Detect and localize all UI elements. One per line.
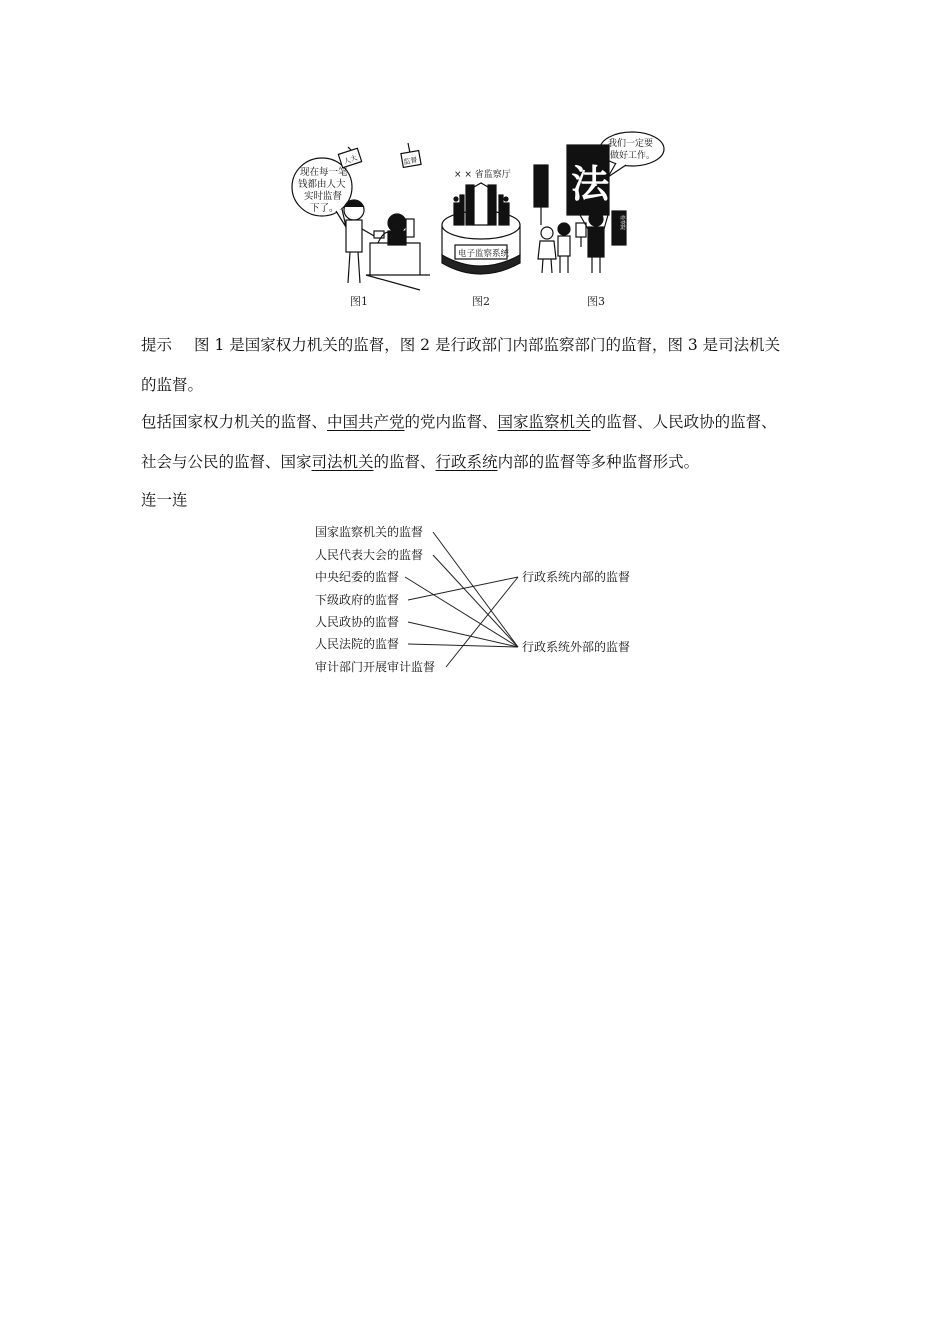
fig1-speech-line: 下了。	[310, 203, 339, 214]
summary-text: 内部的监督等多种监督形式。	[497, 453, 700, 471]
match-line	[446, 577, 518, 667]
summary-underlined: 中国共产党	[327, 413, 405, 431]
figure-2-drawing	[442, 183, 520, 274]
match-left-item[interactable]: 人民政协的监督	[315, 615, 400, 629]
figure-3-caption: 图3	[587, 295, 605, 308]
figure-1-caption: 图1	[350, 295, 368, 308]
match-line	[408, 622, 518, 647]
matching-diagram	[300, 520, 660, 680]
match-line	[405, 577, 518, 647]
match-left-item[interactable]: 下级政府的监督	[315, 593, 400, 607]
match-left-item[interactable]: 人民法院的监督	[315, 637, 400, 651]
fig2-building-title: × × 省监察厅	[454, 170, 511, 180]
fig1-speech-line: 钱都由人大	[298, 179, 346, 190]
fig2-platform-label: 电子监察系统	[458, 249, 510, 259]
summary-line-2	[141, 452, 831, 472]
summary-text: 的监督、人民政协的监督、	[590, 413, 777, 431]
match-left-item[interactable]: 国家监察机关的监督	[315, 525, 424, 539]
summary-underlined: 司法机关	[311, 453, 374, 471]
match-line	[433, 555, 518, 647]
fig3-speech-line: 做好工作。	[610, 151, 656, 161]
summary-underlined: 国家监察机关	[497, 413, 591, 431]
hint-line-1	[141, 335, 831, 355]
match-left-item[interactable]: 审计部门开展审计监督	[315, 660, 436, 674]
cartoon-illustrations	[270, 125, 690, 315]
hint-label: 提示	[141, 336, 173, 354]
summary-line-1	[141, 412, 831, 432]
fig3-big-sign: 法	[571, 161, 610, 206]
summary-underlined: 行政系统	[435, 453, 498, 471]
summary-text: 社会与公民的监督、国家	[141, 453, 312, 471]
match-right-item[interactable]: 行政系统内部的监督	[522, 570, 631, 584]
summary-text: 的监督、	[373, 453, 436, 471]
fig3-small-sign: 检察院	[619, 215, 625, 231]
fig1-sign-renda: 人大	[342, 153, 359, 166]
match-title: 连一连	[141, 491, 188, 509]
fig1-sign-jiandu: 监督	[402, 155, 418, 167]
match-left-item[interactable]: 中央纪委的监督	[315, 570, 400, 584]
fig3-speech-line: 我们一定要	[608, 139, 654, 149]
illustration-strip	[270, 125, 690, 315]
hint-text-1: 图 1 是国家权力机关的监督，图 2 是行政部门内部监察部门的监督，图 3 是司法机关	[194, 336, 781, 354]
match-right-item[interactable]: 行政系统外部的监督	[522, 640, 631, 654]
summary-text: 的党内监督、	[404, 413, 498, 431]
hint-line-2: 的监督。	[141, 376, 204, 394]
fig1-speech-line: 实时监督	[304, 191, 343, 202]
figure-2-caption: 图2	[472, 295, 490, 308]
fig1-speech-line: 现在每一笔	[300, 167, 348, 178]
summary-text: 包括国家权力机关的监督、	[141, 413, 328, 431]
match-left-item[interactable]: 人民代表大会的监督	[315, 548, 424, 562]
